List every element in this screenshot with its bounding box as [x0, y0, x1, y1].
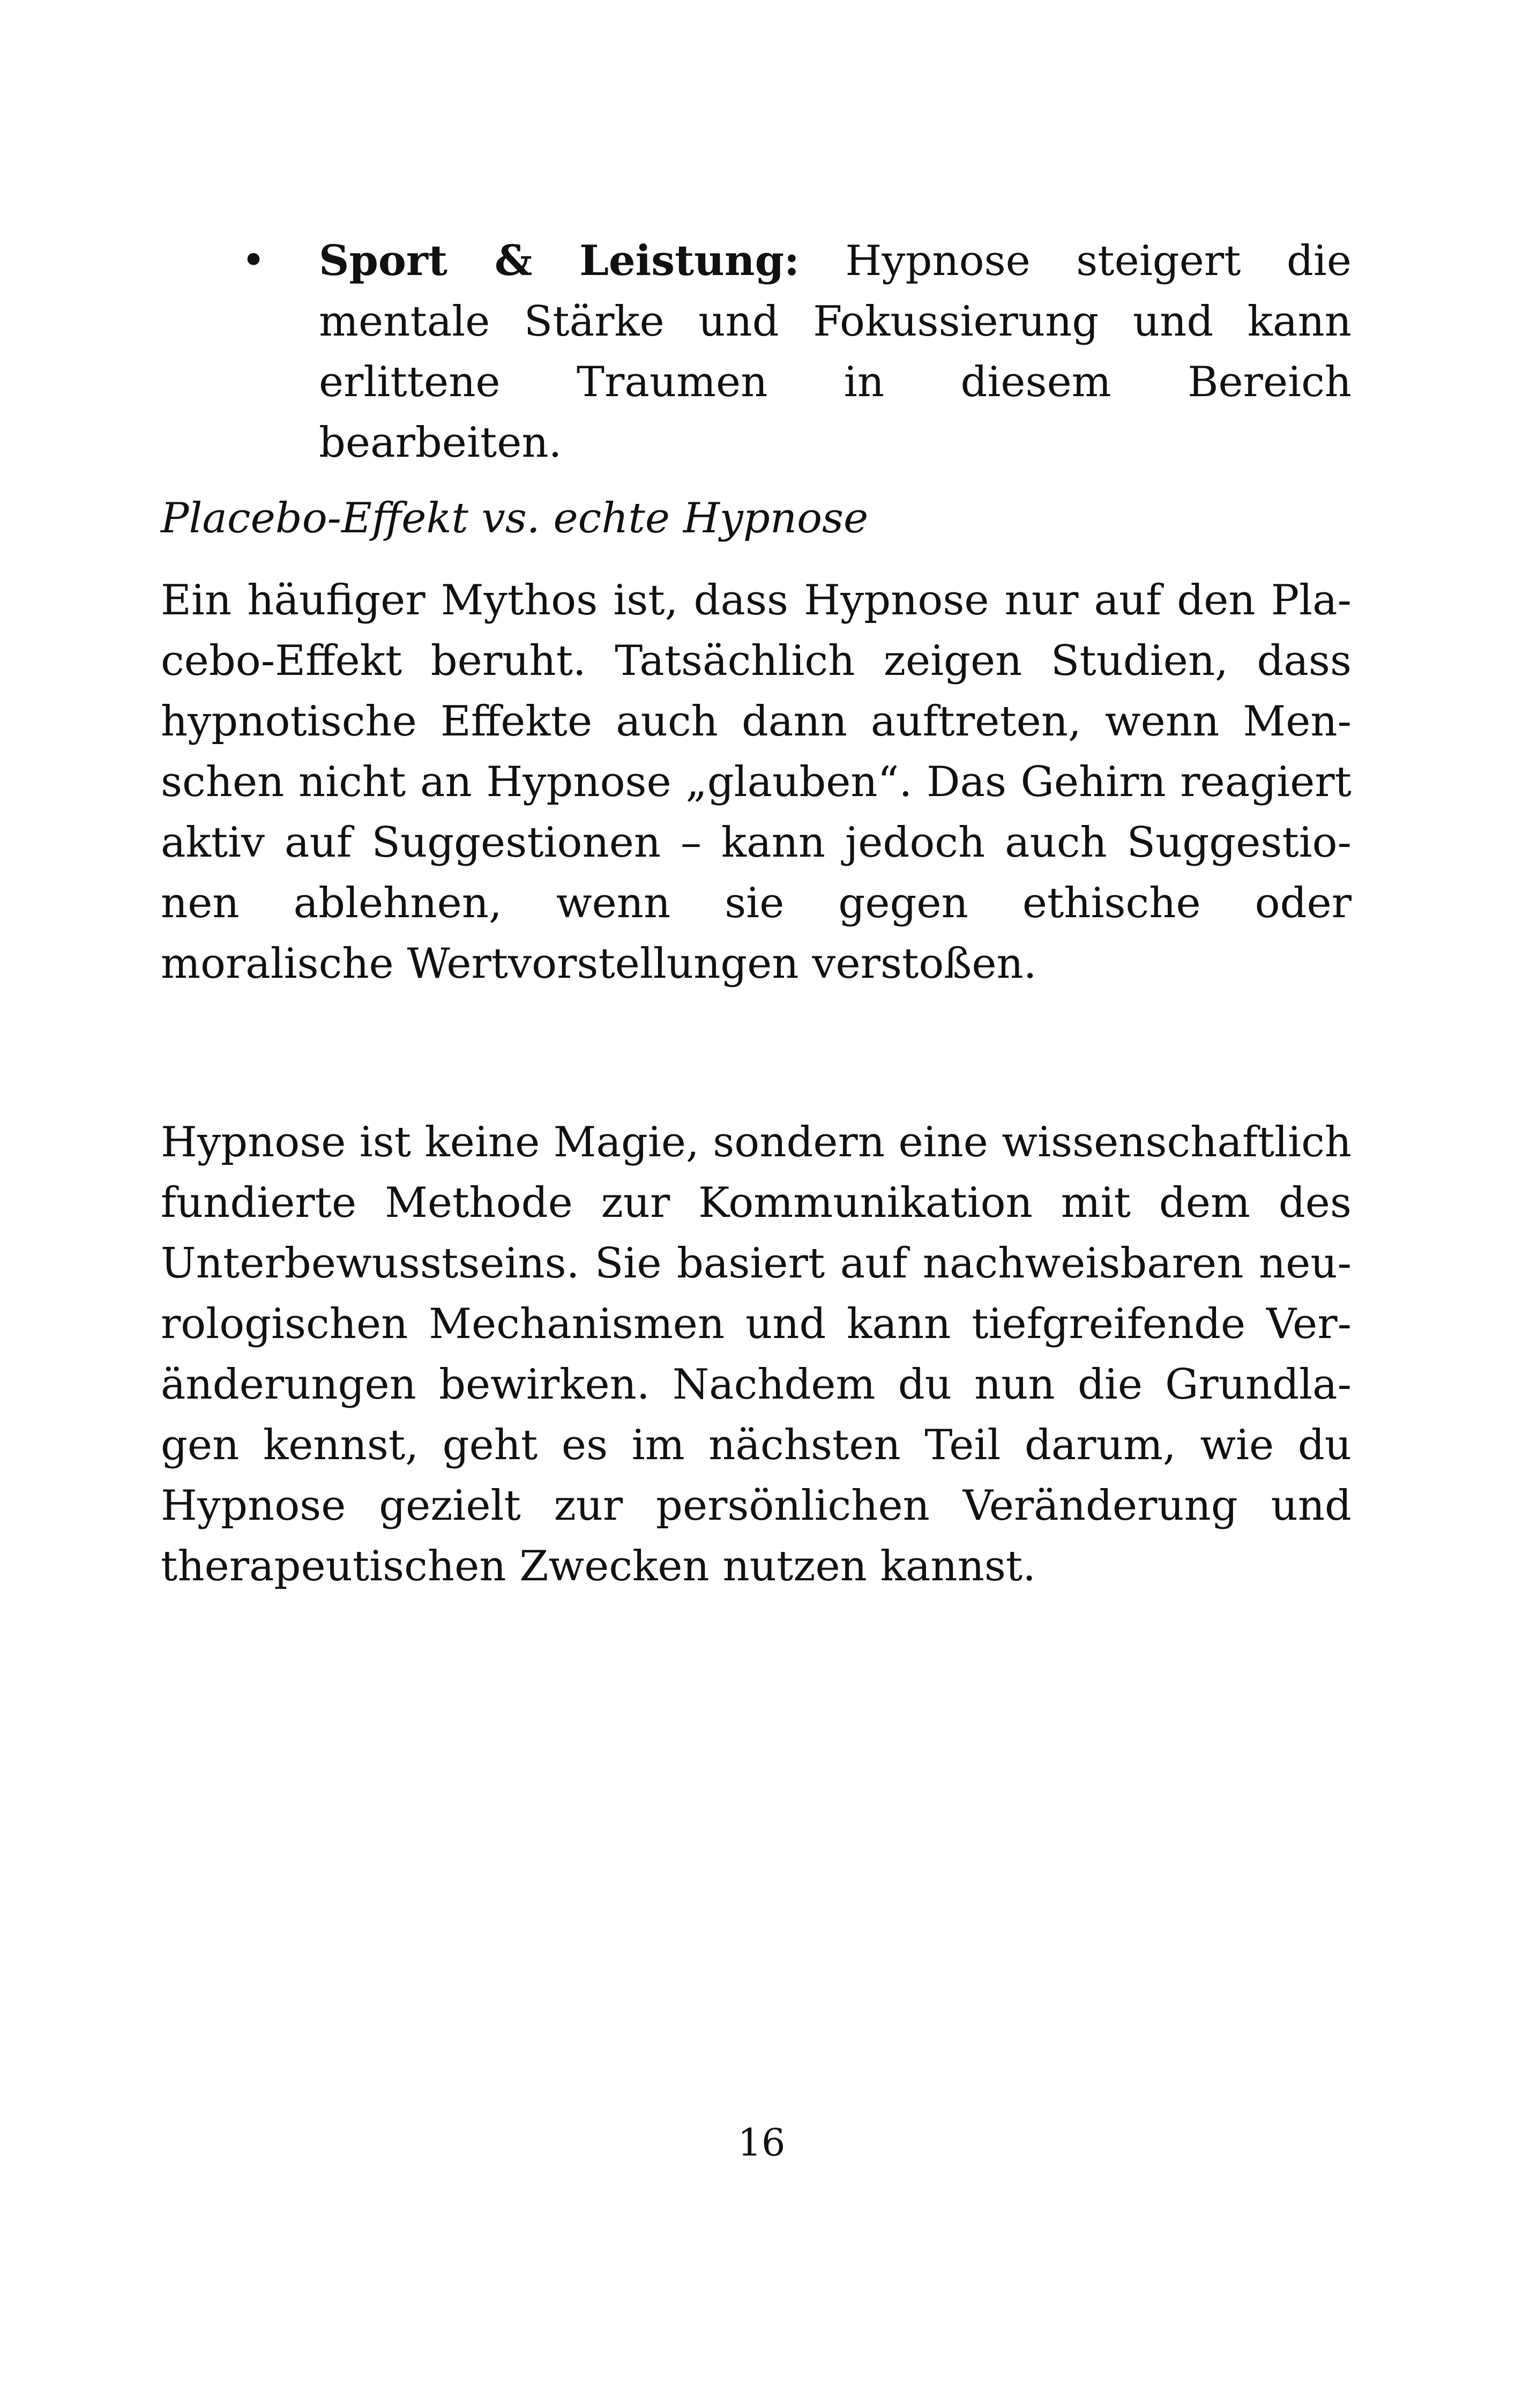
bullet-list-item: [161, 231, 1352, 473]
paragraph-conclusion: Hypnose ist keine Magie, sondern eine wissenschaftlich fundierte Methode zur Kommunikation mit dem des Unterbewusstseins. Sie basiert auf nachweisbaren neurologischen Mechanismen und kann tiefgreifende Veränderungen bewirken. Nachdem du nun die Grundlagen kennst, geht es im nächsten Teil darum, wie du Hypnose gezielt zur persönlichen Veränderung und therapeutischen Zwecken nutzen kannst.: [161, 1118, 1352, 1591]
page-content: [161, 231, 1352, 1597]
bullet-dot-icon: •: [241, 236, 266, 285]
bullet-term: Sport & Leistung:: [319, 236, 800, 285]
bullet-text: Hypnose steigert die mentale Stärke und Fokussierung und kann erlittene Traumen in diesem Bereich bearbeiten.: [319, 237, 1352, 467]
section-subheading: Placebo-Effekt vs. echte Hypnose: [161, 494, 869, 542]
paragraph-placebo: Ein häufiger Mythos ist, dass Hypnose nur auf den Placebo-Effekt beruht. Tatsächlich zeigen Studien, dass hypnotische Effekte auch dann auftreten, wenn Menschen nicht an Hypnose „glauben“. Das Gehirn reagiert aktiv auf Suggestionen – kann jedoch auch Suggestionen ablehnen, wenn sie gegen ethische oder moralische Wertvorstellungen verstoßen.: [161, 576, 1352, 988]
page-number: 16: [737, 2121, 786, 2165]
